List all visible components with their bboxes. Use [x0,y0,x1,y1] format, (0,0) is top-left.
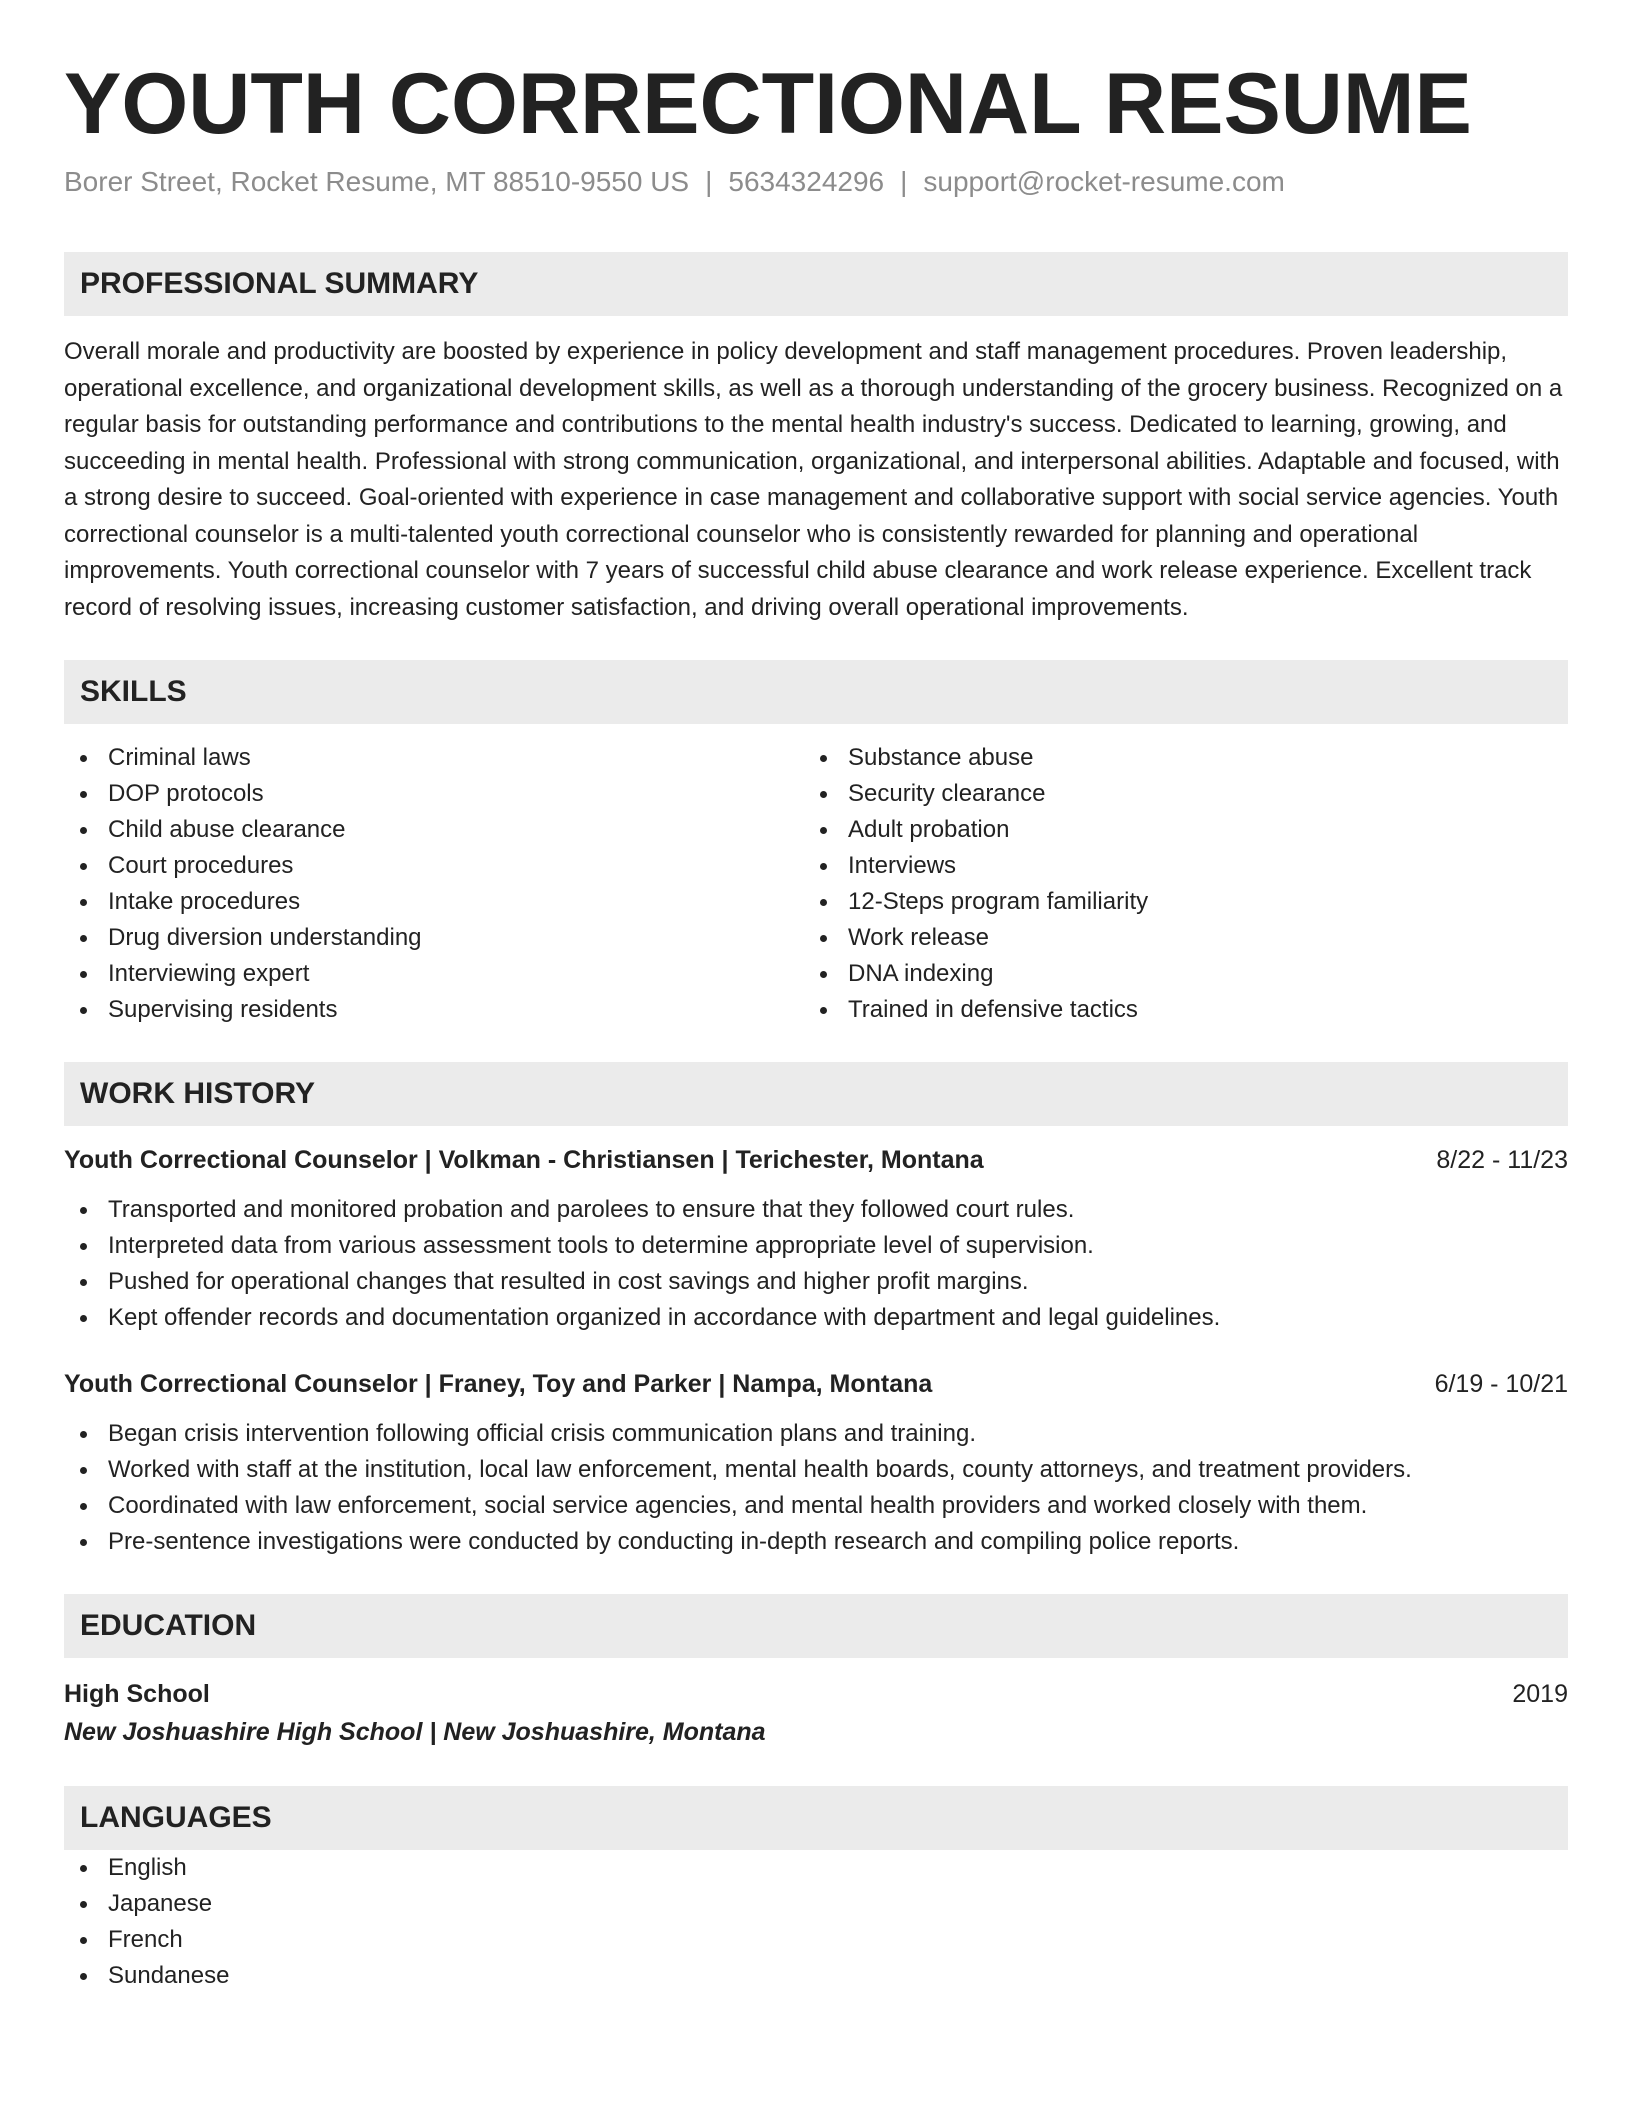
skill-item: Security clearance [804,776,1544,812]
section-heading-work-history: WORK HISTORY [64,1062,1568,1126]
section-heading-summary: PROFESSIONAL SUMMARY [64,252,1568,316]
job-header [64,1366,1568,1402]
job-dates: 6/19 - 10/21 [1434,1370,1568,1398]
section-heading-skills: SKILLS [64,660,1568,724]
job-entry [64,1142,1568,1336]
language-item: English [64,1850,1568,1886]
language-item: French [64,1922,1568,1958]
languages-list [64,1850,1568,1994]
skill-item: Interviews [804,848,1544,884]
job-duties [64,1192,1568,1336]
skill-item: Drug diversion understanding [64,920,804,956]
resume-title: YOUTH CORRECTIONAL RESUME [64,56,1472,152]
education-entry [64,1676,1568,1752]
job-entry [64,1366,1568,1560]
skills-column-right [804,740,1544,1028]
skill-item: Substance abuse [804,740,1544,776]
job-duty: Interpreted data from various assessment tools to determine appropriate level of supervision. [64,1228,1568,1264]
summary-text: Overall morale and productivity are boosted by experience in policy development and staff management procedures. Proven leadership, operational excellence, and organizational development skills, as well as a thorough understanding of the grocery business. Recognized on a regular basis for outstanding performance and contributions to the mental health industry's success. Dedicated to learning, growing, and succeeding in mental health. Professional with strong communication, organizational, and interpersonal abilities. Adaptable and focused, with a strong desire to succeed. Goal-oriented with experience in case management and collaborative support with social service agencies. Youth correctional counselor is a multi-talented youth correctional counselor who is consistently rewarded for planning and operational improvements. Youth correctional counselor with 7 years of successful child abuse clearance and work release experience. Excellent track record of resolving issues, increasing customer satisfaction, and driving overall operational improvements. [64,338,1563,621]
job-title: Youth Correctional Counselor | Volkman - Christiansen | Terichester, Montana [64,1146,984,1174]
contact-address: Borer Street, Rocket Resume, MT 88510-9550 US [64,166,690,197]
education-school: New Joshuashire High School | New Joshuashire, Montana [64,1718,766,1746]
skill-item: DOP protocols [64,776,804,812]
skill-item: Adult probation [804,812,1544,848]
skill-item: 12-Steps program familiarity [804,884,1544,920]
contact-separator: | [705,166,713,197]
language-item: Japanese [64,1886,1568,1922]
job-duty: Pushed for operational changes that resulted in cost savings and higher profit margins. [64,1264,1568,1300]
skills-column-left [64,740,804,1028]
job-header [64,1142,1568,1178]
education-degree: High School [64,1680,210,1708]
education-header [64,1676,1568,1712]
job-title: Youth Correctional Counselor | Franey, Toy and Parker | Nampa, Montana [64,1370,933,1398]
skills-list [64,740,1568,1028]
contact-phone: 5634324296 [728,166,885,197]
education-year: 2019 [1512,1680,1568,1708]
skill-item: Work release [804,920,1544,956]
section-heading-education: EDUCATION [64,1594,1568,1658]
skill-item: Child abuse clearance [64,812,804,848]
job-duty: Transported and monitored probation and parolees to ensure that they followed court rules. [64,1192,1568,1228]
contact-line [64,164,1568,200]
skill-item: Criminal laws [64,740,804,776]
skill-item: Court procedures [64,848,804,884]
language-item: Sundanese [64,1958,1568,1994]
skill-item: Trained in defensive tactics [804,992,1544,1028]
job-duty: Coordinated with law enforcement, social service agencies, and mental health providers and worked closely with them. [64,1488,1568,1524]
section-heading-languages: LANGUAGES [64,1786,1568,1850]
contact-email: support@rocket-resume.com [923,166,1285,197]
skill-item: DNA indexing [804,956,1544,992]
job-duties [64,1416,1568,1560]
job-dates: 8/22 - 11/23 [1436,1146,1568,1174]
job-duty: Kept offender records and documentation organized in accordance with department and legal guidelines. [64,1300,1568,1336]
skill-item: Interviewing expert [64,956,804,992]
job-duty: Began crisis intervention following official crisis communication plans and training. [64,1416,1568,1452]
job-duty: Worked with staff at the institution, local law enforcement, mental health boards, county attorneys, and treatment providers. [64,1452,1568,1488]
skill-item: Supervising residents [64,992,804,1028]
job-duty: Pre-sentence investigations were conducted by conducting in-depth research and compiling police reports. [64,1524,1568,1560]
skill-item: Intake procedures [64,884,804,920]
contact-separator: | [900,166,908,197]
